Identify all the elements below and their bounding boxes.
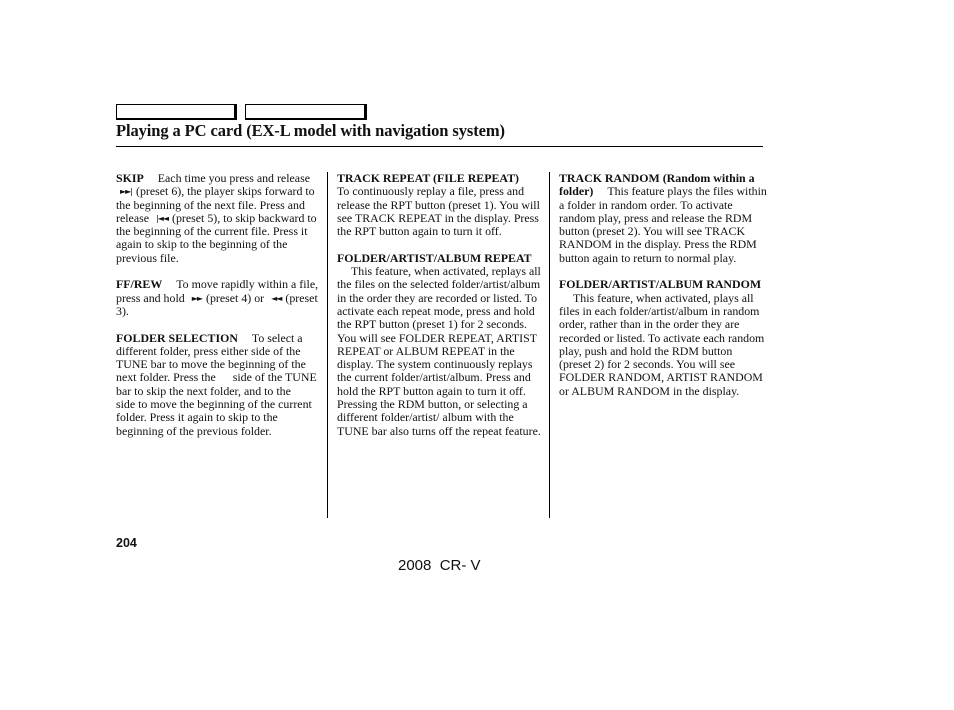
header-tab-box-left [116,104,237,120]
track-random-heading: TRACK RANDOM (Random within a folder) [559,171,755,199]
skip-text-2: (preset 6), the player skips forward to the beginning of the next file. Press and release [116,184,315,225]
skip-heading: SKIP [116,171,144,185]
track-repeat-section [337,172,544,238]
folder-random-section [559,278,767,398]
column-1 [116,172,321,451]
skip-forward-icon: ►►| [120,187,132,197]
skip-section [116,172,321,265]
track-random-section [559,172,767,265]
fast-forward-icon: ►► [191,293,202,303]
folder-selection-text-1: To select a different folder, press either side of the TUNE bar to move the beginning of the next folder. Press the [116,330,306,385]
folder-repeat-section [337,252,544,438]
page-number: 204 [116,536,137,550]
track-repeat-heading: TRACK REPEAT (FILE REPEAT) [337,171,520,185]
ffrew-text-2: (preset 4) or [206,290,265,305]
ffrew-text-3: (preset 3). [116,290,318,318]
ffrew-section [116,278,321,318]
folder-random-text: This feature, when activated, plays all files in each folder/artist/album in random order, rather than in the order they are recorded or listed. To activate each random play, push and hold the RDM button (preset 2) for 2 seconds. You will see FOLDER RANDOM, ARTIST RANDOM or ALBUM RANDOM in the display. [559,290,765,398]
skip-back-icon: |◄◄ [156,213,168,223]
folder-selection-section [116,332,321,438]
column-divider-1 [327,172,328,518]
skip-text-1: Each time you press and release [157,171,310,185]
ffrew-text-1: To move rapidly within a file, press and hold [116,277,319,305]
skip-text-3: (preset 5), to skip backward to the beginning of the current file. Press it again to skip to the beginning of the previous file. [116,210,317,265]
folder-repeat-text: This feature, when activated, replays all the files on the selected folder/artist/album in the order they are recorded or listed. To activate each repeat mode, press and hold the RPT button (preset 1) for 2 seconds. You will see FOLDER REPEAT, ARTIST REPEAT or ALBUM REPEAT in the display. The system continuously replays the current folder/artist/album. Press and hold the RPT button again to turn it off. Pressing the RDM button, or selecting a different folder/artist/ album with the TUNE bar also turns off the repeat feature. [337,264,541,438]
ffrew-heading: FF/REW [116,277,163,292]
column-divider-2 [549,172,550,518]
rewind-icon: ◄◄ [271,293,282,303]
column-2 [337,172,544,451]
column-3 [559,172,767,411]
page-title: Playing a PC card (EX-L model with navigation system) [116,121,505,140]
folder-selection-text-2: side of the TUNE bar to skip the next folder, and to the [116,370,317,398]
track-random-text: This feature plays the files within a folder in random order. To activate random play, press and release the RDM button (preset 2). You will see TRACK RANDOM in the display. Press the RDM button again to return to normal play. [559,184,767,265]
folder-random-heading: FOLDER/ARTIST/ALBUM RANDOM [559,277,762,292]
folder-selection-heading: FOLDER SELECTION [116,330,238,345]
header-tab-box-right [245,104,367,120]
folder-selection-text-3: side to move the beginning of the current folder. Press it again to skip to the beginning of the previous folder. [116,397,312,438]
track-repeat-text: To continuously replay a file, press and release the RPT button (preset 1). You will see TRACK REPEAT in the display. Press the RPT button again to turn it off. [337,184,540,239]
title-rule [116,146,763,147]
footer-model: 2008 CR- V [398,557,481,574]
folder-repeat-heading: FOLDER/ARTIST/ALBUM REPEAT [337,250,532,265]
